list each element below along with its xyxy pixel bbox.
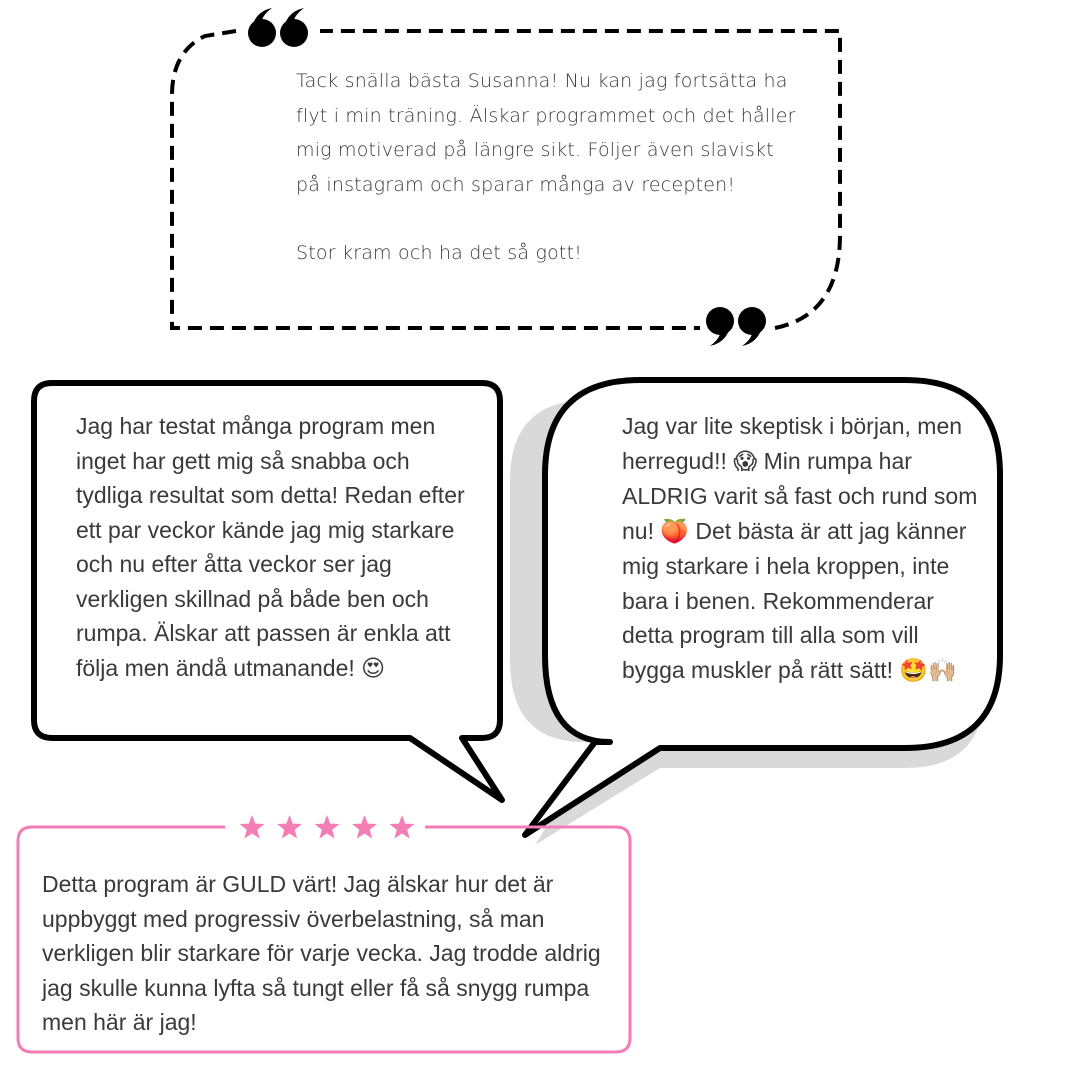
left-bubble-body: Jag har testat många program men inget har gett mig så snabba och tydliga resultat som detta! Redan efter ett par veckor kände jag mig starkare och nu efter åtta veckor ser jag verkligen skillnad på både ben och rumpa. Älskar att passen är enkla att följa men ändå utmanande! — [76, 413, 465, 681]
right-bubble-body-1: Jag var lite skeptisk i början, men herregud!! — [622, 413, 963, 474]
star-rating — [240, 815, 415, 839]
star-icon — [390, 815, 415, 839]
quote-card-body: Tack snälla bästa Susanna! Nu kan jag fortsätta ha flyt i min träning. Älskar programmet och det håller mig motiverad på längre sikt. Följer även slaviskt på instagram och sparar många av recepten! — [296, 70, 796, 196]
right-bubble-text — [622, 409, 982, 688]
right-bubble-body-3: Det bästa är att jag känner mig starkare i hela kroppen, inte bara i benen. Rekommenderar detta program till alla som vill bygga muskler på rätt sätt! — [622, 517, 967, 683]
peach-emoji-icon: 🍑 — [660, 518, 690, 545]
star-icon — [315, 815, 340, 839]
star-icon — [277, 815, 302, 839]
star-icon — [240, 815, 265, 839]
review-card-text: Detta program är GULD värt! Jag älskar hur det är uppbyggt med progressiv överbelastning, så man verkligen blir starkare för varje vecka. Jag trodde aldrig jag skulle kunna lyfta så tungt eller få så snygg rumpa men här är jag! — [42, 871, 601, 1035]
right-bubble-body-2: Min rumpa har ALDRIG varit så fast och rund som nu! — [622, 447, 978, 544]
quote-card-signoff: Stor kram och ha det så gott! — [296, 242, 583, 264]
quote-card-text — [296, 64, 796, 271]
scream-emoji-icon: 😱 — [733, 448, 758, 475]
star-struck-raised-hands-emoji-icon: 🤩🙌🏼 — [899, 657, 957, 684]
open-double-quote-icon — [248, 8, 308, 47]
close-double-quote-icon — [706, 307, 766, 346]
heart-eyes-emoji-icon: 😍 — [361, 655, 386, 682]
left-bubble-text — [76, 409, 476, 686]
star-icon — [352, 815, 377, 839]
